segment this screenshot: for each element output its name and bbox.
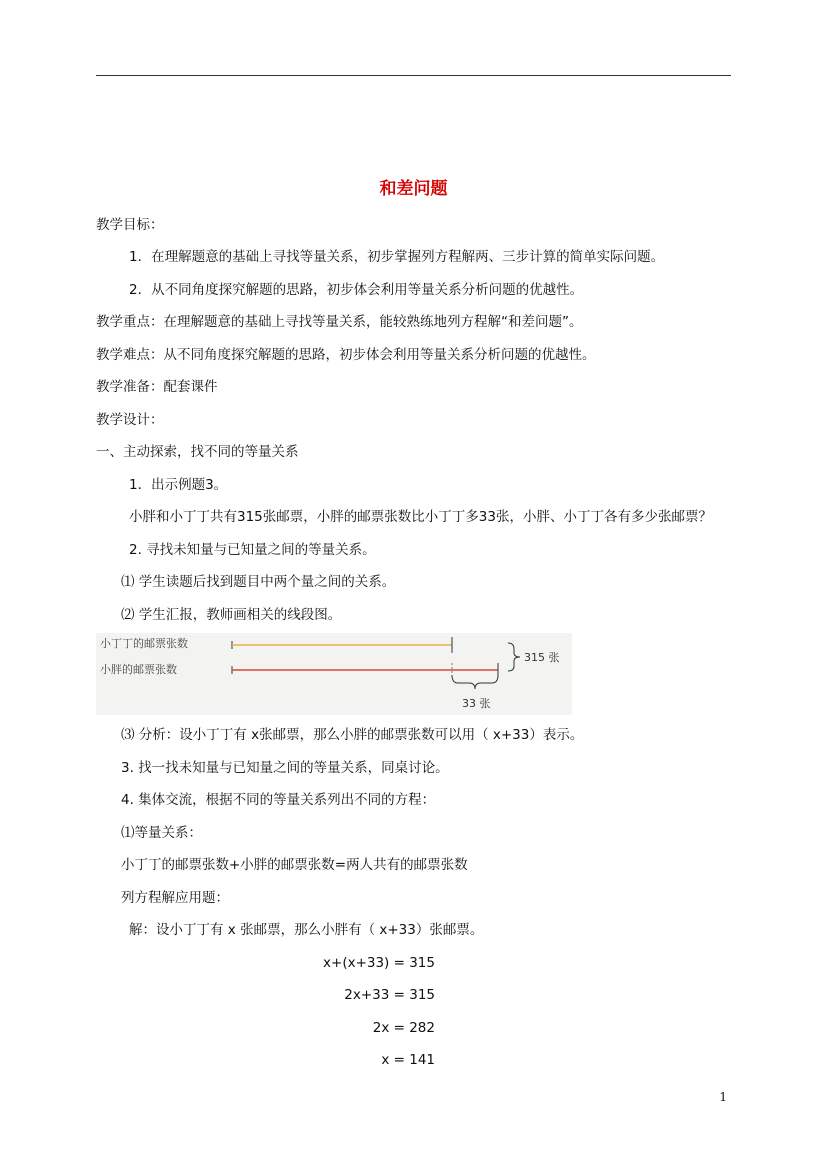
difference-label: 33 张 — [462, 697, 491, 710]
solve-heading: 列方程解应用题： — [121, 890, 229, 906]
objective-1: 1．在理解题意的基础上寻找等量关系，初步掌握列方程解两、三步计算的简单实际问题。 — [129, 249, 665, 265]
problem-text: 小胖和小丁丁共有315张邮票，小胖的邮票张数比小丁丁多33张，小胖、小丁丁各有多少张邮票？ — [129, 509, 712, 525]
relation-1-text: 小丁丁的邮票张数+小胖的邮票张数=两人共有的邮票张数 — [121, 857, 468, 873]
sub-step-1: ⑴ 学生读题后找到题目中两个量之间的关系。 — [121, 574, 396, 590]
sub-step-3: ⑶ 分析：设小丁丁有 x张邮票，那么小胖的邮票张数可以用（ x+33）表示。 — [121, 727, 584, 743]
key-point: 教学重点：在理解题意的基础上寻找等量关系，能较熟练地列方程解“和差问题”。 — [96, 314, 583, 330]
difficult-point: 教学难点：从不同角度探究解题的思路，初步体会利用等量关系分析问题的优越性。 — [96, 347, 596, 363]
equation-2: 2x+33 = 315 — [344, 987, 435, 1003]
page-number: 1 — [719, 1090, 727, 1104]
label-xiaopang: 小胖的邮票张数 — [100, 663, 177, 676]
total-label: 315 张 — [524, 651, 560, 664]
sub-step-2: ⑵ 学生汇报，教师画相关的线段图。 — [121, 607, 342, 623]
step-1: 1．出示例题3。 — [129, 477, 228, 493]
section-1-heading: 一、主动探索，找不同的等量关系 — [96, 444, 299, 460]
page-title: 和差问题 — [379, 179, 448, 199]
solution-setup: 解：设小丁丁有 x 张邮票，那么小胖有（ x+33）张邮票。 — [129, 922, 484, 938]
equation-3: 2x = 282 — [372, 1020, 435, 1036]
equation-4: x = 141 — [381, 1052, 435, 1068]
total-brace — [508, 643, 520, 671]
label-xiaodingding: 小丁丁的邮票张数 — [100, 637, 188, 650]
equation-1: x+(x+33) = 315 — [323, 955, 435, 971]
objectives-heading: 教学目标： — [96, 217, 164, 233]
diagram-svg — [96, 633, 572, 715]
preparation: 教学准备：配套课件 — [96, 379, 218, 395]
step-2: 2. 寻找未知量与已知量之间的等量关系。 — [129, 542, 376, 558]
design-heading: 教学设计： — [96, 412, 164, 428]
difference-brace — [452, 675, 498, 689]
relation-1-heading: ⑴等量关系： — [121, 825, 202, 841]
step-3: 3. 找一找未知量与已知量之间的等量关系，同桌讨论。 — [121, 760, 449, 776]
objective-2: 2．从不同角度探究解题的思路，初步体会利用等量关系分析问题的优越性。 — [129, 282, 584, 298]
line-segment-diagram — [96, 633, 572, 715]
header-rule — [96, 75, 731, 76]
step-4: 4. 集体交流，根据不同的等量关系列出不同的方程： — [121, 792, 436, 808]
